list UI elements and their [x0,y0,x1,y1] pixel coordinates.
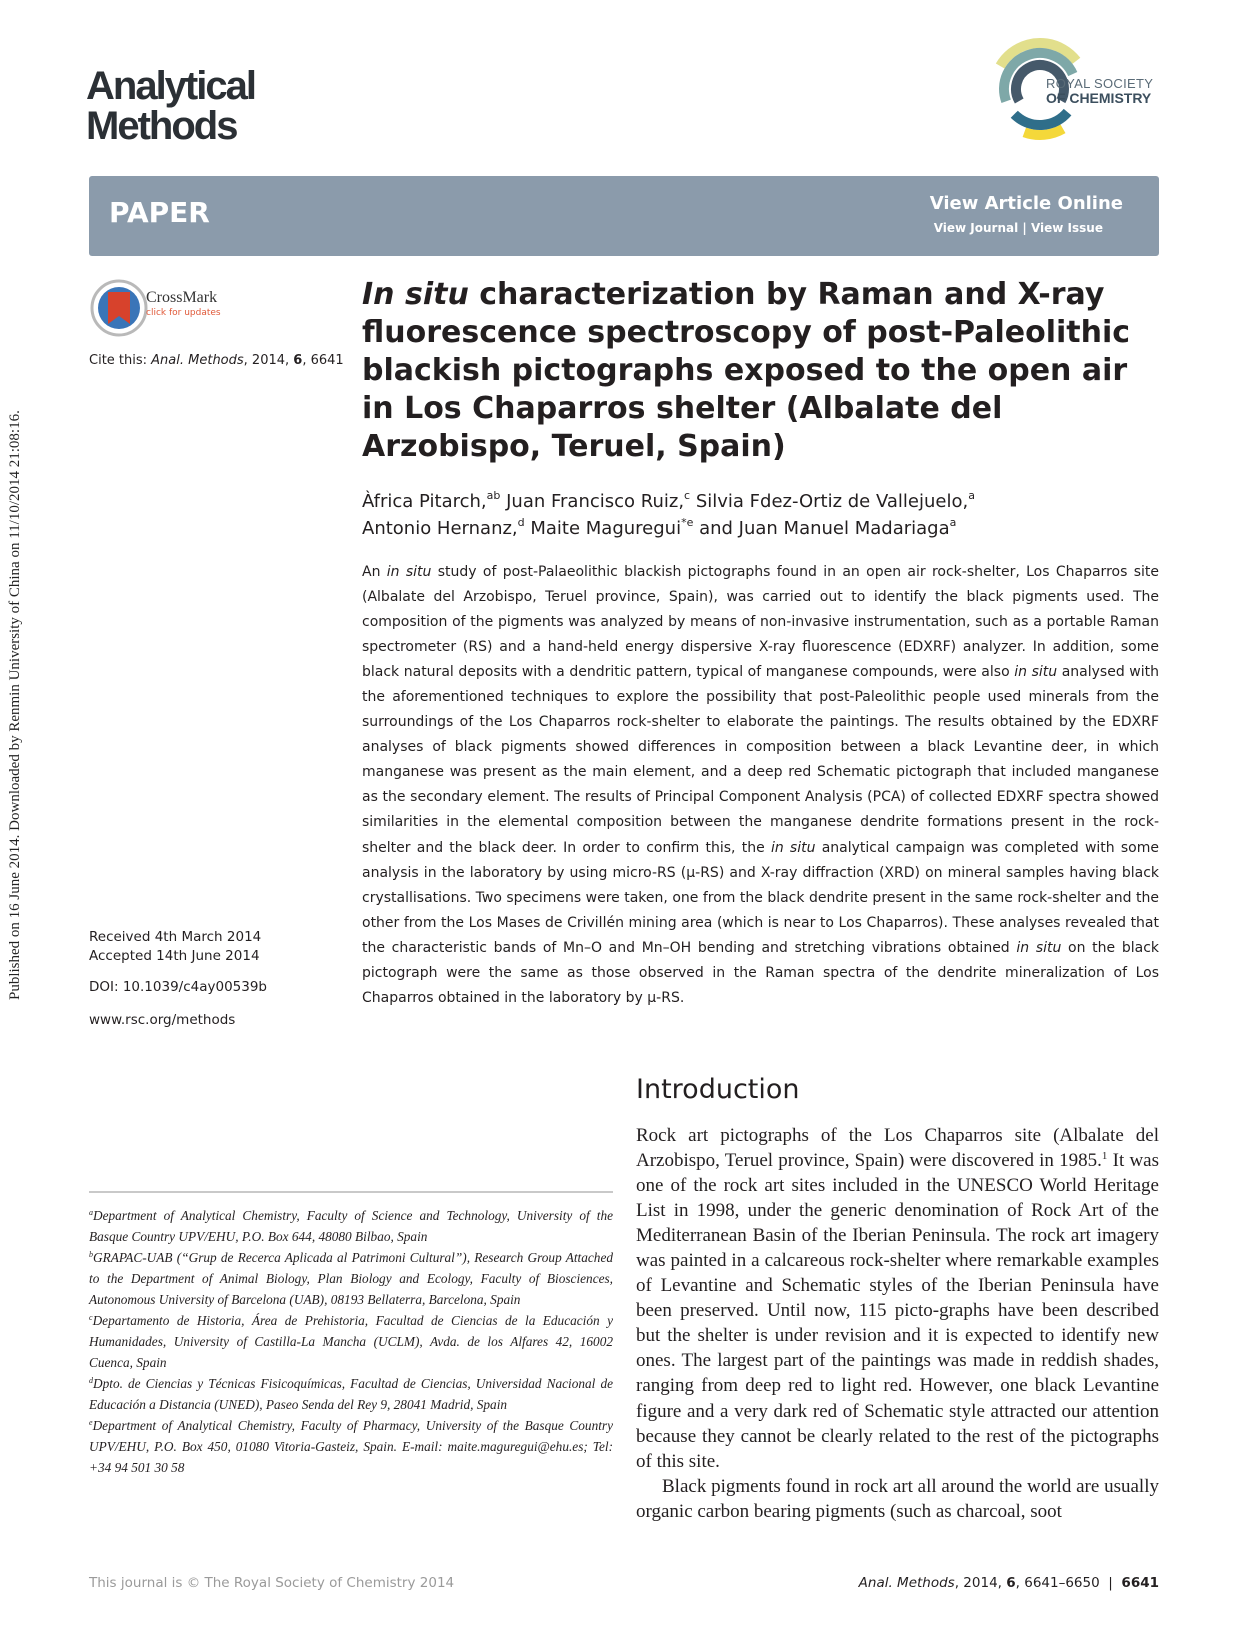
affiliation-text: Departamento de Historia, Área de Prehistoria, Facultad de Ciencias de la Educación y Humanidades, University of Castilla-La Mancha (UCLM), Avda. de los Alfares 42, 16002 Cuenca, Spain [89,1313,613,1370]
cite-year: , 2014, [243,353,294,368]
affiliations [89,1205,613,1478]
author-affiliation: c [684,489,691,502]
author-name: Àfrica Pitarch, [362,491,487,512]
paragraph-text: Rock art pictographs of the Los Chaparros site (Albalate del Arzobispo, Teruel province, Spain) were discovered in 1985. [636,1125,1159,1172]
publisher-line2: OF CHEMISTRY [1046,90,1152,106]
publisher-name [1046,76,1153,106]
abstract-italic: in situ [386,564,432,580]
banner-links [934,221,1103,235]
affiliation [89,1205,613,1247]
author-list [362,488,1162,542]
affiliation-divider [89,1191,613,1193]
cite-journal: Anal. Methods [151,353,244,368]
affiliation-marker: a [89,1208,93,1217]
doi[interactable]: DOI: 10.1039/c4ay00539b [89,979,268,995]
affiliation-marker: e [89,1418,93,1427]
paragraph-text: It was one of the rock art sites included in the UNESCO World Heritage List in 1998, under the generic denomination of Rock Art of the Mediterranean Basin of the Iberian Peninsula. The rock art imagery was painted in a calcareous rock-shelter where remarkable examples of Levantine and Schematic styles of the Iberian Peninsula have been preserved. Until now, 115 picto-graphs have been described but the shelter is under revision and it is expected to identify new ones. The largest part of the paintings was made in reddish shades, ranging from deep red to light red. However, one black Levantine figure and a very dark red of Schematic style attracted our attention because they cannot be clearly related to the rest of the pictographs of this site. [636,1150,1159,1472]
affiliation-marker: d [89,1376,93,1385]
footer-copyright: This journal is © The Royal Society of Chemistry 2014 [89,1575,455,1591]
article-type-label: PAPER [109,196,210,229]
view-issue-link[interactable]: View Issue [1030,221,1103,235]
introduction-body [636,1123,1159,1524]
abstract-text: on the black pictograph were the same as those observed in the Raman spectra of the dendrite mineralization of Los Chaparros obtained in the laboratory by μ-RS. [362,939,1159,1006]
download-notice: Published on 16 June 2014. Downloaded by Renmin University of China on 11/10/2014 21:08:16. [7,410,23,1000]
author-affiliation: ab [486,489,501,502]
footer-pages: , 6641–6650 [1015,1575,1100,1591]
banner-link-separator: | [1022,221,1027,235]
cite-prefix: Cite this: [89,353,152,368]
received-date: Received 4th March 2014 [89,929,262,945]
view-article-online-link[interactable]: View Article Online [929,193,1123,214]
article-type-banner [89,176,1159,256]
article-title [362,276,1162,466]
reference-link[interactable]: 1 [1101,1150,1108,1163]
footer-citation [859,1575,1159,1591]
affiliation-text: Department of Analytical Chemistry, Faculty of Science and Technology, University of the Basque Country UPV/EHU, P.O. Box 644, 48080 Bilbao, Spain [89,1208,613,1244]
crossmark-icon[interactable] [89,278,149,338]
journal-logo [86,66,255,146]
affiliation-marker: b [89,1250,93,1259]
article-dates [89,928,261,966]
view-journal-link[interactable]: View Journal [933,221,1019,235]
abstract-italic: in situ [770,839,816,856]
affiliation [89,1415,613,1478]
abstract-text: study of post-Palaeolithic blackish pictographs found in an open air rock-shelter, Los Chaparros site (Albalate del Arzobispo, Teruel province, Spain), was carried out to identify the black pigments used. The composition of the pigments was analyzed by means of non-invasive instrumentation, such as a portable Raman spectrometer (RS) and a hand-held energy dispersive X-ray fluorescence (EDXRF) analyzer. In addition, some black natural deposits with a dendritic pattern, typical of manganese compounds, were also [362,564,1159,681]
cite-page: , 6641 [302,353,344,368]
abstract-italic: in situ [1016,939,1062,956]
footer-volume: 6 [1006,1575,1016,1591]
author-affiliation: d [517,516,525,529]
author-name: and Juan Manuel Madariaga [693,518,950,539]
title-italic: In situ [362,277,469,312]
abstract-italic: in situ [1014,664,1058,681]
author-affiliation: a [949,516,957,529]
journal-name-line2: Methods [86,104,237,148]
accepted-date: Accepted 14th June 2014 [89,948,260,964]
abstract [362,560,1159,1011]
journal-name-line1: Analytical [86,64,255,108]
affiliation [89,1310,613,1373]
crossmark-subtitle[interactable]: click for updates [146,308,221,318]
paragraph: Black pigments found in rock art all around the world are usually organic carbon bearing pigments (such as charcoal, soot [636,1475,1159,1522]
author-name: Silvia Fdez-Ortiz de Vallejuelo, [690,491,969,512]
section-heading-introduction: Introduction [636,1074,800,1105]
abstract-text: analytical campaign was completed with some analysis in the laboratory by using micro-RS (μ-RS) and X-ray diffraction (XRD) on mineral samples having black crystallisations. Two specimens were taken, one from the black dendrite present in the same rock-shelter and the other from the Los Mases de Crivillén mining area (which is near to Los Chaparros). These analyses revealed that the characteristic bands of Mn–O and Mn–OH bending and stretching vibrations obtained [362,839,1159,956]
affiliation-text: GRAPAC-UAB (“Grup de Recerca Aplicada al Patrimoni Cultural”), Research Group Attached to the Department of Animal Biology, Plan Biology and Ecology, Faculty of Biosciences, Autonomous University of Barcelona (UAB), 08193 Bellaterra, Barcelona, Spain [89,1250,613,1307]
footer-journal: Anal. Methods [858,1575,955,1591]
journal-website-link[interactable]: www.rsc.org/methods [89,1012,236,1028]
author-name: Maite Maguregui [524,518,682,539]
title-rest: characterization by Raman and X-ray fluorescence spectroscopy of post-Paleolithic blackish pictographs exposed to the open air in Los Chaparros shelter (Albalate del Arzobispo, Teruel, Spain) [362,277,1131,464]
cite-this [89,353,344,368]
abstract-text: analysed with the aforementioned techniques to explore the possibility that post-Paleolithic people used minerals from the surroundings of the Los Chaparros rock-shelter to elaborate the paintings. The results obtained by the EDXRF analyses of black pigments showed differences in composition between a black Levantine deer, in which manganese was present as the main element, and a deep red Schematic pictograph that included manganese as the secondary element. The results of Principal Component Analysis (PCA) of collected EDXRF spectra showed similarities in the elemental composition between the manganese dendrite formations present in the rock-shelter and the black deer. In order to confirm this, the [362,664,1159,856]
cite-volume: 6 [293,353,303,368]
affiliation [89,1373,613,1415]
author-affiliation: a [968,489,975,502]
affiliation-text: Dpto. de Ciencias y Técnicas Fisicoquímicas, Facultad de Ciencias, Universidad Nacional de Educación a Distancia (UNED), Paseo Senda del Rey 9, 28041 Madrid, Spain [89,1376,613,1412]
footer-year: , 2014, [954,1575,1007,1591]
paragraph [636,1123,1159,1474]
affiliation [89,1247,613,1310]
author-affiliation: *e [681,516,694,529]
publisher-line1: ROYAL SOCIETY [1046,76,1154,91]
affiliation-text: Department of Analytical Chemistry, Faculty of Pharmacy, University of the Basque Country UPV/EHU, P.O. Box 450, 01080 Vitoria-Gasteiz, Spain. E-mail: maite.maguregui@ehu.es; Tel: +34 94 501 30 58 [89,1418,613,1475]
author-name: Juan Francisco Ruiz, [500,491,685,512]
crossmark-label[interactable]: CrossMark [146,289,218,306]
page-number: 6641 [1121,1575,1159,1591]
affiliation-marker: c [89,1313,93,1322]
author-name: Antonio Hernanz, [362,518,518,539]
abstract-text: An [362,564,387,580]
footer-separator: | [1099,1575,1122,1591]
